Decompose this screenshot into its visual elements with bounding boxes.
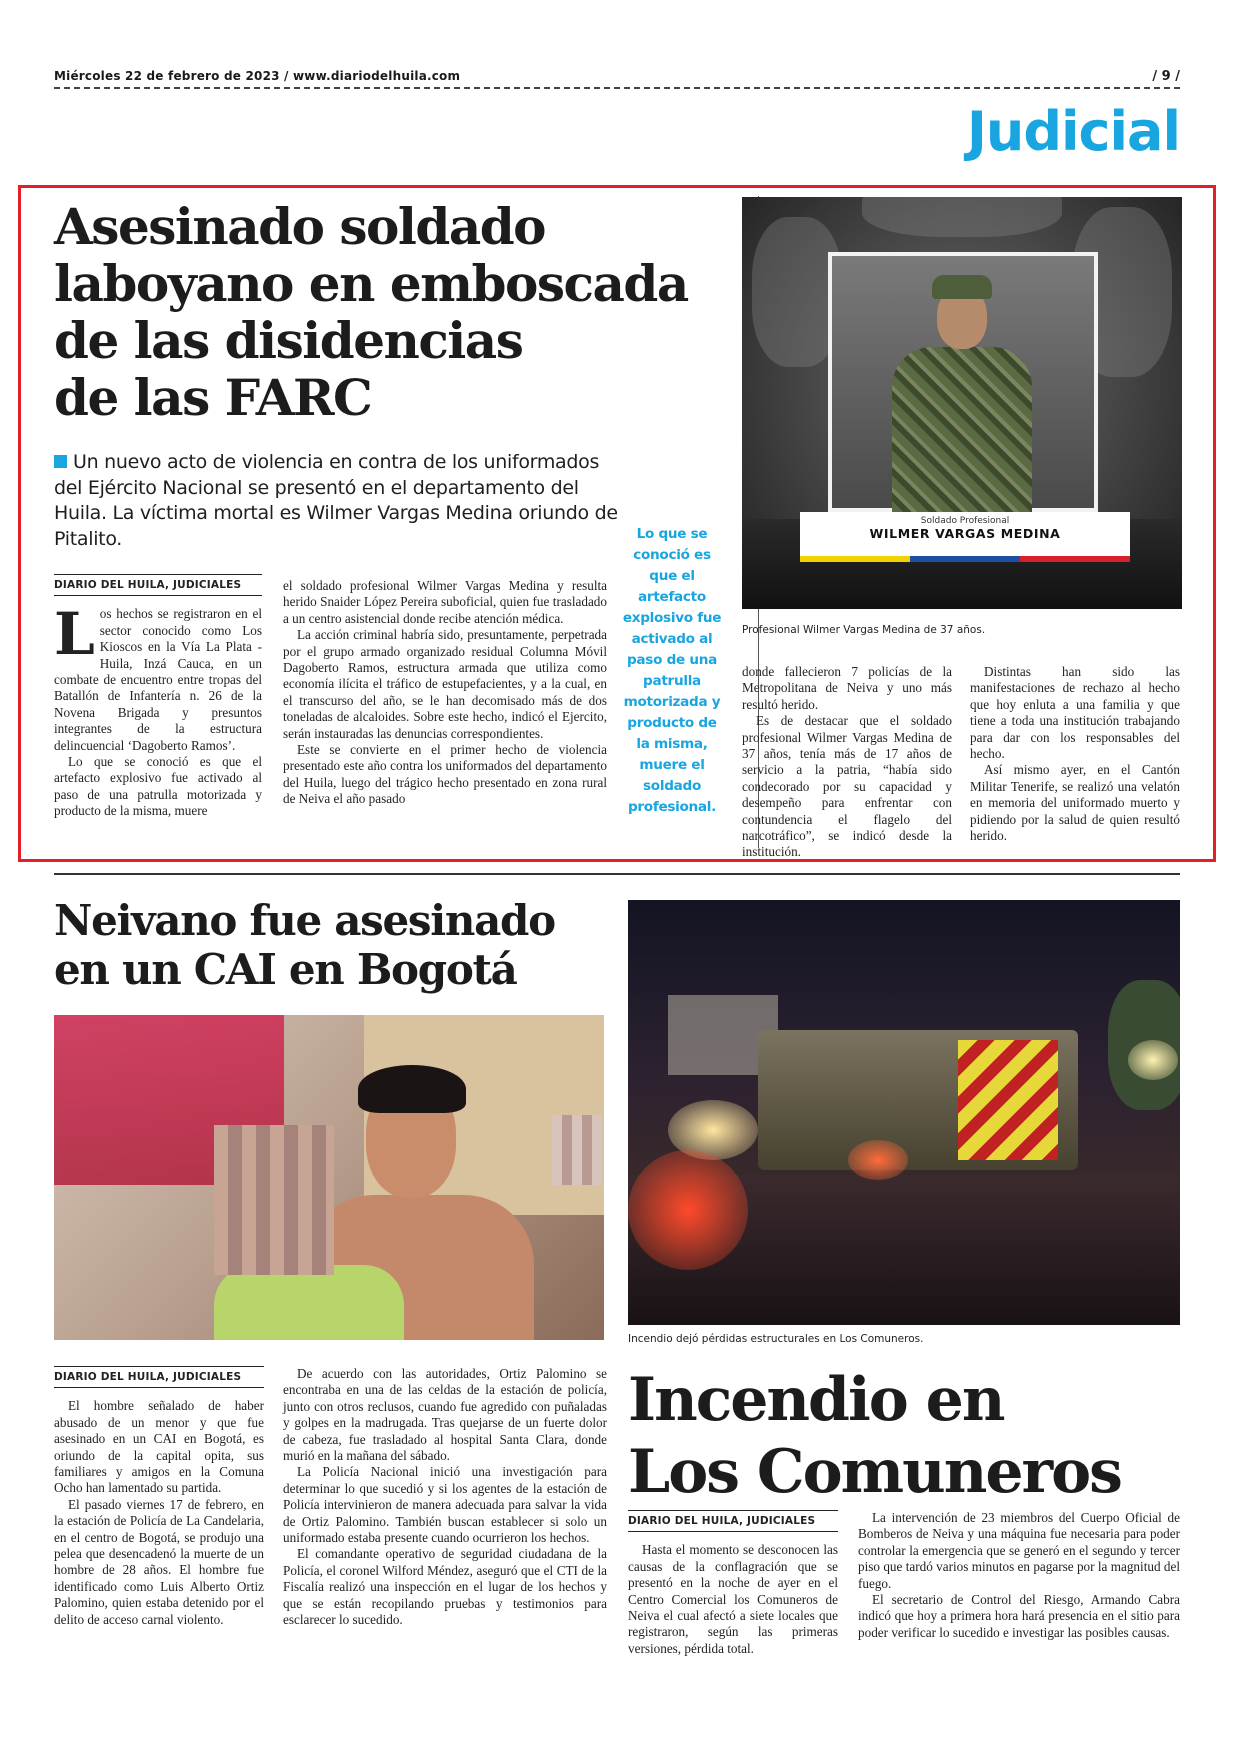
lead-paragraph: La acción criminal habría sido, presuntamente, perpetrada por el grupo armado organizado residual Columna Móvil Dagoberto Ramos, estructura armada que utiliza como economía ilícita el tráfico de estupefacientes, y a la cual, en el transcurso del año, se le han decomisado más de dos toneladas de alcaloides. Sobre este hecho, indicó el Ejercito, serán instauradas las denuncias correspondientes.	[283, 627, 607, 741]
light-glow	[848, 1140, 908, 1180]
soldier-photo	[742, 197, 1182, 609]
story3-paragraph: Hasta el momento se desconocen las causas de la conflagración que se presentó en la noche de ayer en el Centro Comercial los Comuneros de Neiva el cual afectó a siete locales que registraron, según las primeras versiones, pérdida total.	[628, 1542, 838, 1656]
story2-column-2	[283, 1366, 607, 1629]
lead-headline-line: de las disidencias	[54, 311, 523, 370]
lead-headline-line: Asesinado soldado	[54, 197, 546, 256]
story2-paragraph: El hombre señalado de haber abusado de un menor y que fue asesinado en un CAI en Bogotá, es oriundo de la capital opita, sus familiares y amigos en la Comuna Ocho han lamentado su partida.	[54, 1398, 264, 1496]
photo-caption: Incendio dejó pérdidas estructurales en Los Comuneros.	[628, 1333, 924, 1345]
lead-paragraph: Así mismo ayer, en el Cantón Militar Tenerife, se realizó una velatón en memoria del uniformado muerto y pidiendo por la salud de quien resultó herido.	[970, 762, 1180, 844]
story3-paragraph: La intervención de 23 miembros del Cuerpo Oficial de Bomberos de Neiva y una máquina fue necesaria para poder controlar la emergencia que se generó en el segundo y tercer piso que tardó varios minutos en pagarse por la magnitud del fuego.	[858, 1510, 1180, 1591]
story2-paragraph: La Policía Nacional inició una investigación para determinar lo que sucedió y si los agentes de la estación de Policía intervinieron de manera adecuada para salvar la vida de Ortiz Palomino. También buscan establecer si solo un uniformado estaba presente cuando ocurrieron los hechos.	[283, 1464, 607, 1546]
lead-paragraph: Distintas han sido las manifestaciones de rechazo al hecho que hoy enluta a una familia y que tiene a toda una institución trabajando para dar con los responsables del hecho.	[970, 664, 1180, 762]
story2-column-1	[54, 1366, 264, 1628]
lead-deck	[54, 450, 624, 552]
photo-texture	[862, 197, 1062, 237]
pull-quote: Lo que se conoció es que el artefacto explosivo fue activado al paso de una patrulla motorizada y producto de la misma, muere el soldado profesional.	[622, 526, 722, 815]
name-plate-rank: Soldado Profesional	[920, 516, 1010, 526]
light-glow	[1128, 1040, 1178, 1080]
soldier-figure	[892, 347, 1032, 512]
photo-caption: Profesional Wilmer Vargas Medina de 37 años.	[742, 624, 986, 636]
man-hair	[358, 1065, 466, 1113]
story2-paragraph: De acuerdo con las autoridades, Ortiz Palomino se encontraba en una de las celdas de la estación de policía, junto con otros reclusos, cuando fue agredido con puñaladas y golpes en la madrugada. Tras quejarse de un fuerte dolor de cabeza, fue trasladado al hospital Santa Clara, donde murió en la mañana del sábado.	[283, 1366, 607, 1464]
story2-headline-line: en un CAI en Bogotá	[54, 945, 517, 994]
soldier-cap	[932, 275, 992, 299]
square-bullet-icon	[54, 455, 67, 468]
story3-column-1	[628, 1510, 838, 1657]
header-divider	[54, 87, 1180, 89]
lead-paragraph: Este se convierte en el primer hecho de violencia presentado este año contra los uniformados del departamento del Huila, luego del trágico hecho presentado en zona rural de Neiva el año pasado	[283, 742, 607, 807]
victim-photo	[54, 1015, 604, 1340]
story3-headline-line: Incendio en	[628, 1365, 1004, 1435]
child-figure	[214, 1265, 404, 1340]
light-glow	[628, 1150, 748, 1270]
story3-headline	[628, 1364, 1180, 1508]
flag-blue	[910, 556, 1020, 562]
flag-stripe	[800, 556, 1130, 562]
story3-headline-line: Los Comuneros	[628, 1437, 1121, 1507]
lead-headline-line: de las FARC	[54, 368, 372, 427]
header-date: Miércoles 22 de febrero de 2023 / www.diariodelhuila.com	[54, 69, 461, 83]
byline: DIARIO DEL HUILA, JUDICIALES	[54, 1366, 264, 1388]
lead-headline	[54, 198, 734, 426]
story2-paragraph: El comandante operativo de seguridad ciudadana de la Policía, el coronel Wilford Méndez, aseguró que el CTI de la Fiscalía realizó una inspección en el lugar de los hechos y que se están recopilando pruebas y testimonios para esclarecer lo sucedido.	[283, 1546, 607, 1628]
lead-paragraph: el soldado profesional Wilmer Vargas Medina y resulta herido Snaider López Pereira suboficial, quien fue trasladado a un centro asistencial donde recibe atención médica.	[283, 578, 607, 626]
lead-paragraph: Lo que se conoció es que el artefacto explosivo fue activado al paso de una patrulla motorizada y producto de la misma, muere	[54, 754, 262, 819]
section-divider	[54, 873, 1180, 875]
byline: DIARIO DEL HUILA, JUDICIALES	[628, 1510, 838, 1532]
fire-photo	[628, 900, 1180, 1325]
lead-headline-line: laboyano en emboscada	[54, 254, 688, 313]
lead-column-1	[54, 574, 262, 820]
story2-headline-line: Neivano fue asesinado	[54, 896, 555, 945]
fire-truck-chevrons	[958, 1040, 1058, 1160]
story2-headline	[54, 896, 614, 994]
story3-column-2	[858, 1510, 1180, 1641]
name-plate-name: WILMER VARGAS MEDINA	[869, 526, 1061, 541]
flag-yellow	[800, 556, 910, 562]
lead-paragraph: os hechos se registraron en el sector conocido como Los Kioscos en la Vía La Plata - Huila, Inzá Cauca, en un combate de encuentro entre tropas del Batallón de Infantería n. 26 de la Novena Brigada y presuntos integrantes de la estructura delincuencial ‘Dagoberto Ramos’.	[54, 606, 262, 753]
pixelated-face	[552, 1115, 602, 1185]
lead-column-3	[742, 664, 952, 861]
flag-red	[1020, 556, 1130, 562]
lead-column-2	[283, 578, 607, 808]
pixelated-face	[214, 1125, 334, 1275]
section-title: Judicial	[966, 100, 1180, 163]
lead-column-4	[970, 664, 1180, 844]
lead-deck-text: Un nuevo acto de violencia en contra de los uniformados del Ejército Nacional se presentó en el departamento del Huila. La víctima mortal es Wilmer Vargas Medina oriundo de Pitalito.	[54, 451, 618, 550]
dropcap: L	[54, 600, 95, 669]
page-number: / 9 /	[1152, 69, 1180, 84]
lead-paragraph: Es de destacar que el soldado profesional Wilmer Vargas Medina de 37 años, tenía más de 17 años de servicio a la patria, “había sido condecorado por su capacidad y desempeño para enfrentar con contundencia el flagelo del narcotráfico”, se indicó desde la institución.	[742, 713, 952, 860]
name-plate	[800, 512, 1130, 556]
story3-paragraph: El secretario de Control del Riesgo, Armando Cabra indicó que hoy a primera hora hará presencia en el sitio para poder verificar lo sucedido e investigar las posibles causas.	[858, 1592, 1180, 1640]
story2-paragraph: El pasado viernes 17 de febrero, en la estación de Policía de La Candelaria, en el centro de Bogotá, se produjo una pelea que desencadenó la muerte de un hombre de 28 años. El hombre fue identificado como Luis Alberto Ortiz Palomino, quien estaba detenido por el delito de acceso carnal violento.	[54, 1496, 264, 1627]
lead-paragraph: donde fallecieron 7 policías de la Metropolitana de Neiva y uno más resultó herido.	[742, 664, 952, 712]
byline: DIARIO DEL HUILA, JUDICIALES	[54, 574, 262, 596]
